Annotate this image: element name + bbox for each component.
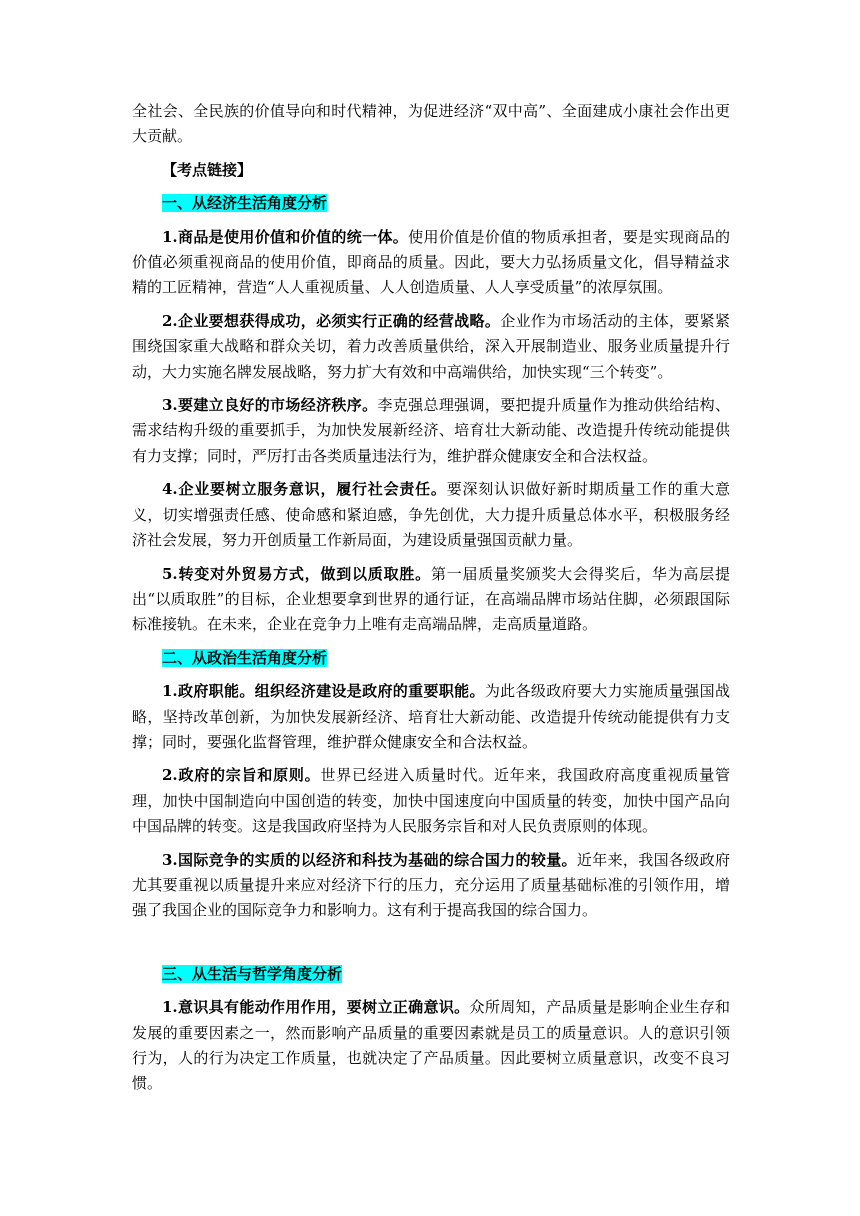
point-title: 1.商品是使用价值和价值的统一体。 [162, 227, 409, 246]
point-body: 第一届质量奖颁奖大会得奖后，华为高层提出“以质取胜”的目标，企业想要拿到世界的通行证，在高端品牌市场站住脚，必须跟国际标准接轨。在未来，企业在竞争力上唯有走高端品牌，走高质量道路。 [132, 564, 730, 634]
point-paragraph [132, 562, 730, 638]
point-body: 为此各级政府要大力实施质量强国战略，坚持改革创新，为加快发展新经济、培育壮大新动能、改造提升传统动能提供有力支撑；同时，要强化监督管理，维护群众健康安全和合法权益。 [132, 682, 730, 751]
point-body: 使用价值是价值的物质承担者，要是实现商品的价值必须重视商品的使用价值，即商品的质量。因此，要大力弘扬质量文化，倡导精益求精的工匠精神，营造“人人重视质量、人人创造质量、人人享受质量”的浓厚氛围。 [132, 227, 730, 297]
point-paragraph [132, 477, 730, 553]
point-body: 众所周知，产品质量是影响企业生存和发展的重要因素之一，然而影响产品质量的重要因素就是员工的质量意识。人的意识引领行为，人的行为决定工作质量，也就决定了产品质量。因此要树立质量意识，改变不良习惯。 [132, 998, 730, 1093]
point-body: 世界已经进入质量时代。近年来，我国政府高度重视质量管理，加快中国制造向中国创造的转变，加快中国速度向中国质量的转变，加快中国产品向中国品牌的转变。这是我国政府坚持为人民服务宗旨和对人民负责原则的体现。 [132, 766, 730, 836]
point-title: 4.企业要树立服务意识，履行社会责任。 [162, 480, 447, 499]
document-page [132, 99, 730, 1097]
point-paragraph [132, 225, 730, 301]
section-heading-text: 三、从生活与哲学角度分析 [162, 964, 343, 983]
point-body: 要深刻认识做好新时期质量工作的重大意义，切实增强责任感、使命感和紧迫感，争先创优，大力提升质量总体水平，积极服务经济社会发展，努力开创质量工作新局面，为建设质量强国贡献力量。 [132, 480, 730, 550]
point-body: 企业作为市场活动的主体，要紧紧围绕国家重大战略和群众关切，着力改善质量供给，深入开展制造业、服务业质量提升行动，大力实施名牌发展战略，努力扩大有效和中高端供给，加快实现“三个转变”。 [132, 311, 730, 381]
link-heading: 【考点链接】 [162, 160, 253, 179]
point-title: 2.企业要想获得成功，必须实行正确的经营战略。 [162, 311, 501, 330]
section-heading-2 [132, 646, 730, 671]
intro-paragraph: 全社会、全民族的价值导向和时代精神，为促进经济“双中高”、全面建成小康社会作出更大贡献。 [132, 102, 730, 146]
point-paragraph [132, 679, 730, 755]
section-heading-3 [132, 962, 730, 987]
point-paragraph [132, 995, 730, 1097]
point-title: 2.政府的宗旨和原则。 [162, 766, 321, 785]
point-paragraph [132, 393, 730, 469]
section-heading-text: 一、从经济生活角度分析 [162, 194, 328, 213]
point-title: 1.政府职能。组织经济建设是政府的重要职能。 [162, 682, 485, 701]
section-heading-1 [132, 191, 730, 216]
point-title: 3.国际竞争的实质的以经济和科技为基础的综合国力的较量。 [162, 850, 577, 869]
section-heading-text: 二、从政治生活角度分析 [162, 648, 328, 667]
point-title: 3.要建立良好的市场经济秩序。 [162, 396, 378, 415]
point-paragraph [132, 309, 730, 385]
blank-line [132, 924, 730, 954]
point-paragraph [132, 848, 730, 924]
point-paragraph [132, 763, 730, 839]
point-body: 李克强总理强调，要把提升质量作为推动供给结构、需求结构升级的重要抓手，为加快发展新经济、培育壮大新动能、改造提升传统动能提供有力支撑；同时，严厉打击各类质量违法行为，维护群众健康安全和合法权益。 [132, 396, 730, 465]
point-body: 近年来，我国各级政府尤其要重视以质量提升来应对经济下行的压力，充分运用了质量基础标准的引领作用，增强了我国企业的国际竞争力和影响力。这有利于提高我国的综合国力。 [132, 850, 730, 920]
point-title: 1.意识具有能动作用作用，要树立正确意识。 [162, 998, 470, 1017]
point-title: 5.转变对外贸易方式，做到以质取胜。 [162, 564, 431, 583]
